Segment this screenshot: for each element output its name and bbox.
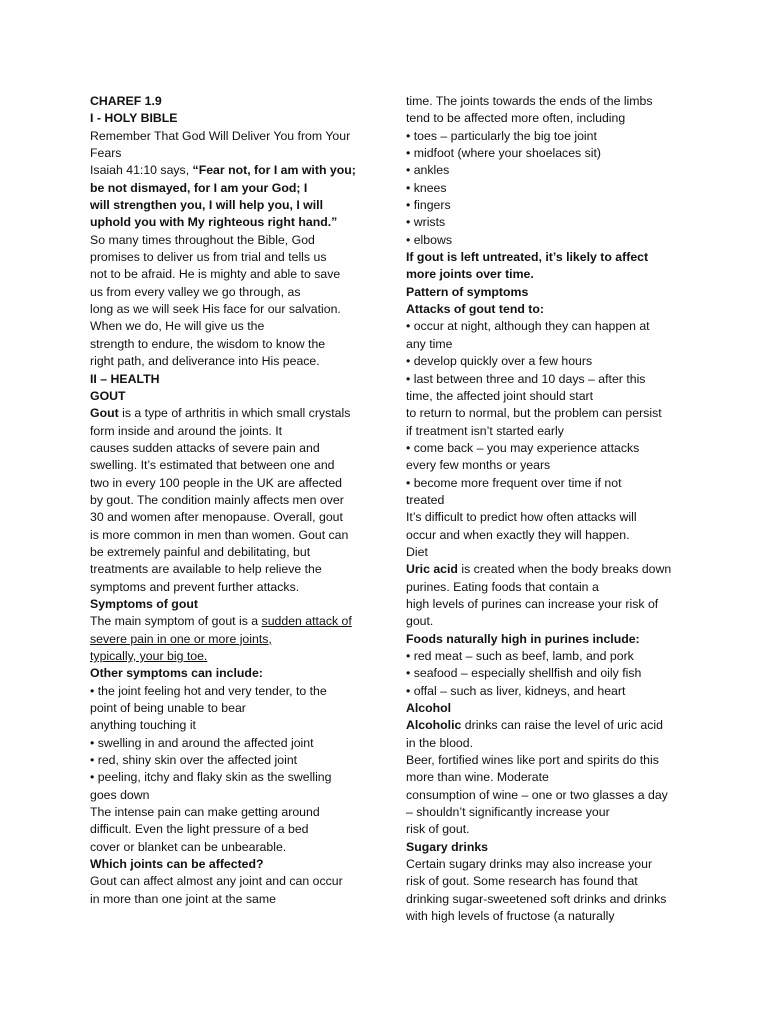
text-segment: gout. — [406, 614, 434, 629]
text-segment: The main symptom of gout is a — [90, 614, 262, 629]
text-segment: Foods naturally high in purines include: — [406, 631, 640, 646]
text-segment: two in every 100 people in the UK are affected — [90, 475, 343, 490]
text-line — [406, 284, 691, 301]
text-line — [90, 197, 375, 214]
text-line — [90, 336, 375, 353]
text-line — [406, 301, 691, 318]
text-segment: sudden attack of — [261, 614, 352, 629]
text-segment: • ankles — [406, 163, 450, 178]
text-line — [90, 839, 375, 856]
text-line — [406, 683, 691, 700]
text-line — [406, 891, 691, 908]
text-line — [90, 145, 375, 162]
text-segment: more than wine. Moderate — [406, 770, 549, 785]
text-segment: • become more frequent over time if not — [406, 475, 622, 490]
text-line — [406, 821, 691, 838]
text-line — [90, 301, 375, 318]
text-segment: anything touching it — [90, 718, 196, 733]
text-line — [90, 856, 375, 873]
text-line — [406, 388, 691, 405]
text-segment: difficult. Even the light pressure of a bed — [90, 822, 309, 837]
text-line — [90, 353, 375, 370]
text-line — [406, 787, 691, 804]
left-text-column — [90, 93, 375, 908]
text-segment: Gout — [90, 406, 119, 421]
text-line — [406, 752, 691, 769]
text-segment: Remember That God Will Deliver You from Your — [90, 128, 351, 143]
text-line — [90, 665, 375, 682]
text-segment: with high levels of fructose (a naturally — [406, 909, 615, 924]
text-segment: be extremely painful and debilitating, but — [90, 544, 311, 559]
text-line — [406, 544, 691, 561]
text-segment: The intense pain can make getting around — [90, 805, 320, 820]
text-segment: • occur at night, although they can happen at — [406, 319, 650, 334]
text-segment: risk of gout. Some research has found that — [406, 874, 638, 889]
text-line — [406, 232, 691, 249]
text-line — [90, 700, 375, 717]
text-segment: more joints over time. — [406, 267, 534, 282]
text-segment: us from every valley we go through, as — [90, 284, 301, 299]
text-line — [406, 318, 691, 335]
text-segment: – shouldn’t significantly increase your — [406, 805, 610, 820]
text-segment: strength to endure, the wisdom to know the — [90, 336, 326, 351]
text-segment: is more common in men than women. Gout can — [90, 527, 349, 542]
text-segment: to return to normal, but the problem can persist — [406, 406, 662, 421]
text-line — [406, 405, 691, 422]
text-segment: symptoms and prevent further attacks. — [90, 579, 300, 594]
text-line — [406, 336, 691, 353]
text-segment: goes down — [90, 787, 150, 802]
text-line — [406, 735, 691, 752]
text-segment: • red meat – such as beef, lamb, and pork — [406, 649, 634, 663]
text-segment: not to be afraid. He is mighty and able to save — [90, 267, 341, 282]
text-line — [90, 544, 375, 561]
text-segment: swelling. It’s estimated that between one and — [90, 458, 335, 473]
text-segment: • swelling in and around the affected joint — [90, 735, 314, 750]
text-line — [90, 804, 375, 821]
text-segment: severe pain in one or more joints, — [90, 631, 272, 646]
text-line — [406, 509, 691, 526]
text-segment: cover or blanket can be unbearable. — [90, 839, 287, 854]
text-segment: Uric acid — [406, 562, 458, 577]
text-segment: • develop quickly over a few hours — [406, 354, 593, 369]
text-segment: will strengthen you, I will help you, I will — [90, 198, 323, 213]
text-line — [90, 318, 375, 335]
text-line — [406, 561, 691, 578]
text-line — [406, 613, 691, 630]
text-line — [406, 353, 691, 370]
text-segment: is a type of arthritis in which small crystals — [118, 406, 351, 421]
text-segment: Alcoholic — [406, 718, 462, 733]
text-line — [406, 839, 691, 856]
text-line — [406, 596, 691, 613]
text-segment: if treatment isn’t started early — [406, 423, 564, 438]
text-line — [406, 440, 691, 457]
text-line — [90, 266, 375, 283]
text-segment: in the blood. — [406, 735, 474, 750]
text-segment: When we do, He will give us the — [90, 319, 265, 334]
text-line — [406, 492, 691, 509]
text-line — [406, 717, 691, 734]
text-segment: purines. Eating foods that contain a — [406, 579, 599, 594]
text-segment: I - HOLY BIBLE — [90, 111, 178, 126]
text-line — [90, 752, 375, 769]
text-line — [90, 735, 375, 752]
text-segment: promises to deliver us from trial and tells us — [90, 250, 327, 265]
text-segment: in more than one joint at the same — [90, 891, 276, 906]
text-segment: • seafood – especially shellfish and oily fish — [406, 666, 642, 681]
text-line — [406, 665, 691, 682]
text-line — [90, 873, 375, 890]
text-line — [90, 180, 375, 197]
text-segment: Attacks of gout tend to: — [406, 302, 544, 317]
text-line — [406, 527, 691, 544]
text-line — [90, 388, 375, 405]
text-segment: right path, and deliverance into His peace. — [90, 354, 320, 369]
text-line — [90, 423, 375, 440]
text-segment: • fingers — [406, 198, 451, 213]
text-segment: CHAREF 1.9 — [90, 94, 162, 108]
text-line — [90, 596, 375, 613]
text-segment: long as we will seek His face for our salvation. — [90, 302, 341, 317]
text-line — [90, 527, 375, 544]
text-line — [90, 613, 375, 630]
text-line — [90, 214, 375, 231]
text-line — [90, 561, 375, 578]
text-segment: • peeling, itchy and flaky skin as the swelling — [90, 770, 332, 785]
text-line — [90, 787, 375, 804]
text-line — [90, 128, 375, 145]
text-segment: So many times throughout the Bible, God — [90, 232, 315, 247]
text-segment: risk of gout. — [406, 822, 470, 837]
text-line — [406, 579, 691, 596]
text-segment: Fears — [90, 146, 122, 161]
text-line — [406, 769, 691, 786]
text-line — [90, 509, 375, 526]
text-line — [406, 180, 691, 197]
text-line — [406, 648, 691, 665]
text-segment: • wrists — [406, 215, 446, 230]
text-line — [90, 631, 375, 648]
text-segment: If gout is left untreated, it’s likely to affect — [406, 250, 649, 265]
text-segment: Isaiah 41:10 says, — [90, 163, 193, 178]
text-line — [90, 717, 375, 734]
text-line — [90, 457, 375, 474]
text-segment: tend to be affected more often, including — [406, 111, 626, 126]
text-segment: Diet — [406, 544, 428, 559]
text-line — [90, 891, 375, 908]
text-segment: Symptoms of gout — [90, 596, 198, 611]
text-line — [90, 110, 375, 127]
text-line — [406, 631, 691, 648]
text-line — [406, 700, 691, 717]
text-segment: high levels of purines can increase your risk of — [406, 596, 659, 611]
text-line — [90, 284, 375, 301]
text-line — [406, 93, 691, 110]
text-line — [406, 457, 691, 474]
text-segment: is created when the body breaks down — [457, 562, 672, 577]
text-line — [406, 266, 691, 283]
text-segment: Beer, fortified wines like port and spirits do this — [406, 753, 659, 768]
text-segment: • midfoot (where your shoelaces sit) — [406, 146, 601, 161]
text-line — [90, 232, 375, 249]
text-segment: be not dismayed, for I am your God; I — [90, 180, 308, 195]
text-segment: Other symptoms can include: — [90, 666, 263, 681]
text-segment: any time — [406, 336, 453, 351]
text-line — [406, 128, 691, 145]
text-segment: • offal – such as liver, kidneys, and heart — [406, 683, 626, 698]
text-segment: every few months or years — [406, 458, 551, 473]
text-segment: by gout. The condition mainly affects men over — [90, 492, 344, 507]
text-segment: • toes – particularly the big toe joint — [406, 128, 597, 143]
text-line — [90, 683, 375, 700]
text-segment: drinking sugar-sweetened soft drinks and drinks — [406, 891, 667, 906]
text-segment: It’s difficult to predict how often attacks will — [406, 510, 637, 525]
text-segment: Which joints can be affected? — [90, 857, 264, 872]
text-line — [90, 162, 375, 179]
text-segment: treated — [406, 492, 445, 507]
text-line — [406, 804, 691, 821]
text-segment: • come back – you may experience attacks — [406, 440, 640, 455]
text-segment: • elbows — [406, 232, 452, 247]
text-line — [90, 371, 375, 388]
text-segment: Sugary drinks — [406, 839, 489, 854]
text-line — [90, 93, 375, 110]
text-line — [406, 145, 691, 162]
text-segment: GOUT — [90, 388, 126, 403]
text-segment: drinks can raise the level of uric acid — [461, 718, 663, 733]
text-segment: point of being unable to bear — [90, 701, 246, 716]
text-line — [406, 475, 691, 492]
text-segment: 30 and women after menopause. Overall, gout — [90, 510, 343, 525]
text-line — [406, 423, 691, 440]
text-segment: • the joint feeling hot and very tender, to the — [90, 683, 327, 698]
text-segment: causes sudden attacks of severe pain and — [90, 440, 320, 455]
text-segment: • last between three and 10 days – after this — [406, 371, 646, 386]
text-segment: form inside and around the joints. It — [90, 423, 283, 438]
text-line — [90, 579, 375, 596]
text-segment: Pattern of symptoms — [406, 284, 529, 299]
right-text-column — [406, 93, 691, 926]
text-segment: treatments are available to help relieve the — [90, 562, 322, 577]
text-line — [406, 249, 691, 266]
text-line — [90, 769, 375, 786]
text-line — [406, 371, 691, 388]
text-segment: “Fear not, for I am with you; — [192, 163, 356, 178]
text-segment: Alcohol — [406, 701, 452, 716]
text-line — [90, 440, 375, 457]
text-segment: Certain sugary drinks may also increase your — [406, 857, 653, 872]
text-line — [406, 214, 691, 231]
text-segment: time. The joints towards the ends of the limbs — [406, 94, 653, 108]
text-segment: occur and when exactly they will happen. — [406, 527, 630, 542]
text-segment: II – HEALTH — [90, 371, 160, 386]
text-segment: typically, your big toe. — [90, 649, 208, 663]
text-line — [406, 110, 691, 127]
text-line — [90, 249, 375, 266]
text-segment: consumption of wine – one or two glasses a day — [406, 787, 668, 802]
text-line — [406, 856, 691, 873]
text-line — [90, 648, 375, 665]
text-segment: uphold you with My righteous right hand.” — [90, 215, 338, 230]
text-line — [90, 475, 375, 492]
text-segment: • knees — [406, 180, 447, 195]
text-line — [90, 492, 375, 509]
text-segment: • red, shiny skin over the affected joint — [90, 753, 298, 768]
text-line — [90, 405, 375, 422]
text-segment: time, the affected joint should start — [406, 388, 594, 403]
text-line — [406, 197, 691, 214]
text-segment: Gout can affect almost any joint and can occur — [90, 874, 343, 889]
text-line — [90, 821, 375, 838]
text-line — [406, 908, 691, 925]
text-line — [406, 873, 691, 890]
text-line — [406, 162, 691, 179]
